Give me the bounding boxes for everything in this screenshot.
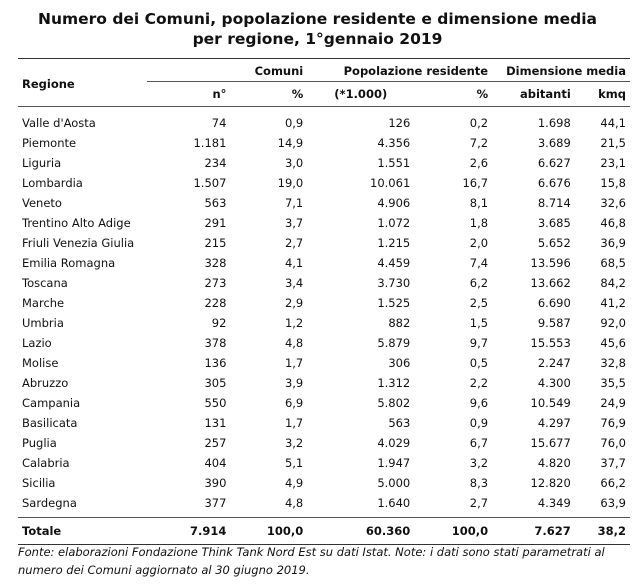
cell-region-name: Toscana: [22, 276, 68, 290]
cell-dimensione-kmq: 76,9: [600, 416, 626, 430]
cell-region-name: Campania: [22, 396, 81, 410]
cell-popolazione-mille: 10.061: [370, 176, 411, 190]
cell-dimensione-kmq: 23,1: [600, 156, 626, 170]
cell-popolazione-mille: 563: [388, 416, 411, 430]
cell-dimensione-abitanti: 5.652: [537, 236, 571, 250]
cell-popolazione-mille: 1.640: [377, 496, 411, 510]
cell-comuni-n: 136: [204, 356, 227, 370]
source-note: Fonte: elaborazioni Fondazione Think Tank Nord Est su dati Istat. Note: i dati sono stati parametrati al numero dei Comuni aggiornato al 30 giugno 2019.: [18, 545, 605, 577]
cell-comuni-n: 378: [204, 336, 227, 350]
cell-comuni-pct: 4,1: [284, 256, 304, 270]
cell-popolazione-pct: 16,7: [462, 176, 489, 190]
cell-dimensione-abitanti: 1.698: [537, 116, 571, 130]
cell-comuni-pct: 4,9: [284, 476, 304, 490]
cell-popolazione-mille: 882: [388, 316, 411, 330]
cell-dimensione-kmq: 45,6: [600, 336, 626, 350]
table-row: [18, 433, 630, 453]
cell-region-name: Umbria: [22, 316, 64, 330]
table-row: [18, 133, 630, 153]
cell-dimensione-abitanti: 4.297: [537, 416, 571, 430]
cell-popolazione-pct: 2,2: [469, 376, 489, 390]
cell-dimensione-kmq: 92,0: [600, 316, 626, 330]
cell-popolazione-pct: 0,9: [469, 416, 489, 430]
cell-popolazione-mille: 126: [388, 116, 411, 130]
cell-popolazione-pct: 0,2: [469, 116, 489, 130]
cell-region-name: Molise: [22, 356, 59, 370]
cell-region-name: Veneto: [22, 196, 62, 210]
cell-region-name: Friuli Venezia Giulia: [22, 236, 135, 250]
cell-dimensione-kmq: 63,9: [600, 496, 626, 510]
cell-popolazione-pct: 8,1: [469, 196, 489, 210]
table-body: [18, 107, 630, 545]
cell-comuni-n: 563: [204, 196, 227, 210]
cell-comuni-n: 377: [204, 496, 227, 510]
cell-region-name: Basilicata: [22, 416, 78, 430]
cell-region-name: Liguria: [22, 156, 62, 170]
cell-comuni-n: 228: [204, 296, 227, 310]
cell-comuni-pct: 3,9: [284, 376, 304, 390]
cell-comuni-pct: 5,1: [284, 456, 304, 470]
cell-popolazione-pct: 2,0: [469, 236, 489, 250]
cell-comuni-n: 131: [204, 416, 227, 430]
cell-popolazione-mille: 4.906: [377, 196, 411, 210]
table-row: [18, 213, 630, 233]
header-mille: (*1.000): [307, 82, 414, 107]
cell-popolazione-pct: 7,4: [469, 256, 489, 270]
cell-comuni-pct: 7,1: [284, 196, 304, 210]
cell-comuni-pct: 4,8: [284, 336, 304, 350]
cell-dimensione-kmq: 21,5: [600, 136, 626, 150]
cell-comuni-pct: 3,2: [284, 436, 304, 450]
cell-comuni-n: 1.507: [193, 176, 227, 190]
cell-dimensione-abitanti: 9.587: [537, 316, 571, 330]
table-row: [18, 173, 630, 193]
cell-region-name: Piemonte: [22, 136, 77, 150]
header-abitanti: abitanti: [492, 82, 575, 107]
cell-dimensione-kmq: 66,2: [600, 476, 626, 490]
title-line-1: Numero dei Comuni, popolazione residente e dimensione media: [37, 10, 598, 28]
total-dimensione-kmq: 38,2: [575, 518, 630, 545]
cell-popolazione-mille: 1.525: [377, 296, 411, 310]
cell-dimensione-abitanti: 3.689: [537, 136, 571, 150]
cell-dimensione-abitanti: 15.553: [530, 336, 571, 350]
header-popolazione: Popolazione residente: [307, 61, 492, 82]
cell-dimensione-abitanti: 6.627: [537, 156, 571, 170]
table-row: [18, 333, 630, 353]
cell-dimensione-kmq: 32,6: [600, 196, 626, 210]
cell-dimensione-abitanti: 4.349: [537, 496, 571, 510]
cell-dimensione-abitanti: 13.662: [530, 276, 571, 290]
cell-popolazione-pct: 1,8: [469, 216, 489, 230]
cell-comuni-pct: 3,4: [284, 276, 304, 290]
cell-comuni-pct: 2,9: [284, 296, 304, 310]
cell-popolazione-pct: 7,2: [469, 136, 489, 150]
cell-region-name: Valle d'Aosta: [22, 116, 96, 130]
table-row: [18, 153, 630, 173]
cell-popolazione-pct: 2,7: [469, 496, 489, 510]
cell-comuni-pct: 14,9: [277, 136, 304, 150]
table-row: [18, 107, 630, 134]
cell-dimensione-abitanti: 4.300: [537, 376, 571, 390]
cell-dimensione-kmq: 68,5: [600, 256, 626, 270]
cell-region-name: Abruzzo: [22, 376, 69, 390]
cell-popolazione-mille: 1.551: [377, 156, 411, 170]
cell-region-name: Marche: [22, 296, 65, 310]
cell-comuni-n: 404: [204, 456, 227, 470]
cell-popolazione-pct: 2,5: [469, 296, 489, 310]
cell-popolazione-mille: 4.029: [377, 436, 411, 450]
total-dimensione-abitanti: 7.627: [492, 518, 575, 545]
cell-popolazione-mille: 5.000: [377, 476, 411, 490]
header-pct-comuni: %: [230, 82, 307, 107]
cell-comuni-n: 328: [204, 256, 227, 270]
cell-dimensione-kmq: 76,0: [600, 436, 626, 450]
cell-region-name: Trentino Alto Adige: [22, 216, 131, 230]
cell-dimensione-abitanti: 13.596: [530, 256, 571, 270]
cell-dimensione-abitanti: 15.677: [530, 436, 571, 450]
cell-dimensione-kmq: 46,8: [600, 216, 626, 230]
cell-comuni-pct: 1,7: [284, 356, 304, 370]
cell-popolazione-mille: 3.730: [377, 276, 411, 290]
cell-dimensione-kmq: 32,8: [600, 356, 626, 370]
cell-popolazione-pct: 6,7: [469, 436, 489, 450]
total-region-name: Totale: [18, 518, 147, 545]
cell-comuni-pct: 19,0: [277, 176, 304, 190]
table-row: [18, 473, 630, 493]
cell-popolazione-pct: 1,5: [469, 316, 489, 330]
cell-dimensione-kmq: 44,1: [600, 116, 626, 130]
cell-comuni-pct: 3,7: [284, 216, 304, 230]
cell-comuni-n: 390: [204, 476, 227, 490]
cell-dimensione-kmq: 15,8: [600, 176, 626, 190]
cell-dimensione-kmq: 84,2: [600, 276, 626, 290]
cell-comuni-pct: 2,7: [284, 236, 304, 250]
cell-popolazione-mille: 1.312: [377, 376, 411, 390]
cell-dimensione-kmq: 37,7: [600, 456, 626, 470]
cell-region-name: Puglia: [22, 436, 57, 450]
cell-popolazione-mille: 5.879: [377, 336, 411, 350]
cell-comuni-n: 291: [204, 216, 227, 230]
cell-comuni-pct: 3,0: [284, 156, 304, 170]
cell-region-name: Sardegna: [22, 496, 77, 510]
cell-dimensione-kmq: 41,2: [600, 296, 626, 310]
regions-table: [18, 58, 630, 545]
cell-comuni-n: 74: [211, 116, 227, 130]
cell-dimensione-kmq: 36,9: [600, 236, 626, 250]
cell-popolazione-mille: 1.947: [377, 456, 411, 470]
cell-dimensione-abitanti: 12.820: [530, 476, 571, 490]
table-row: [18, 453, 630, 473]
table-row: [18, 273, 630, 293]
cell-dimensione-abitanti: 8.714: [537, 196, 571, 210]
cell-popolazione-mille: 306: [388, 356, 411, 370]
cell-comuni-n: 1.181: [193, 136, 227, 150]
title-line-2: per regione, 1°gennaio 2019: [192, 30, 443, 48]
cell-popolazione-pct: 6,2: [469, 276, 489, 290]
cell-comuni-n: 215: [204, 236, 227, 250]
cell-dimensione-abitanti: 6.676: [537, 176, 571, 190]
cell-region-name: Lazio: [22, 336, 52, 350]
header-kmq: kmq: [575, 82, 630, 107]
cell-popolazione-mille: 4.356: [377, 136, 411, 150]
cell-dimensione-abitanti: 10.549: [530, 396, 571, 410]
cell-dimensione-abitanti: 6.690: [537, 296, 571, 310]
cell-comuni-pct: 1,7: [284, 416, 304, 430]
cell-popolazione-mille: 1.215: [377, 236, 411, 250]
cell-comuni-n: 234: [204, 156, 227, 170]
cell-region-name: Sicilia: [22, 476, 56, 490]
cell-comuni-pct: 0,9: [284, 116, 304, 130]
cell-popolazione-mille: 4.459: [377, 256, 411, 270]
cell-comuni-pct: 1,2: [284, 316, 304, 330]
total-popolazione-pct: 100,0: [414, 518, 492, 545]
cell-popolazione-mille: 5.802: [377, 396, 411, 410]
table-row: [18, 293, 630, 313]
header-pct-popolazione: %: [414, 82, 492, 107]
cell-comuni-n: 257: [204, 436, 227, 450]
cell-region-name: Emilia Romagna: [22, 256, 116, 270]
total-comuni-pct: 100,0: [230, 518, 307, 545]
cell-popolazione-mille: 1.072: [377, 216, 411, 230]
table-row: [18, 373, 630, 393]
cell-comuni-pct: 6,9: [284, 396, 304, 410]
table-row: [18, 353, 630, 373]
table-row: [18, 393, 630, 413]
cell-comuni-n: 305: [204, 376, 227, 390]
cell-popolazione-pct: 2,6: [469, 156, 489, 170]
cell-comuni-n: 550: [204, 396, 227, 410]
table-title: [0, 9, 635, 49]
table-row: [18, 313, 630, 333]
cell-comuni-n: 92: [211, 316, 227, 330]
cell-dimensione-abitanti: 4.820: [537, 456, 571, 470]
cell-popolazione-pct: 9,6: [469, 396, 489, 410]
cell-region-name: Calabria: [22, 456, 70, 470]
cell-dimensione-kmq: 24,9: [600, 396, 626, 410]
total-popolazione-mille: 60.360: [307, 518, 414, 545]
table-row: [18, 193, 630, 213]
total-comuni-n: 7.914: [147, 518, 231, 545]
table-row: [18, 233, 630, 253]
header-regione: Regione: [18, 61, 147, 107]
header-comuni: Comuni: [147, 61, 308, 82]
cell-popolazione-pct: 0,5: [469, 356, 489, 370]
cell-dimensione-abitanti: 2.247: [537, 356, 571, 370]
cell-dimensione-kmq: 35,5: [600, 376, 626, 390]
header-dimensione: Dimensione media: [492, 61, 630, 82]
cell-popolazione-pct: 9,7: [469, 336, 489, 350]
table-row: [18, 413, 630, 433]
cell-popolazione-pct: 3,2: [469, 456, 489, 470]
cell-comuni-pct: 4,8: [284, 496, 304, 510]
total-row: [18, 518, 630, 545]
cell-popolazione-pct: 8,3: [469, 476, 489, 490]
header-n: n°: [147, 82, 231, 107]
cell-comuni-n: 273: [204, 276, 227, 290]
cell-region-name: Lombardia: [22, 176, 83, 190]
cell-dimensione-abitanti: 3.685: [537, 216, 571, 230]
table-row: [18, 493, 630, 513]
table-row: [18, 253, 630, 273]
